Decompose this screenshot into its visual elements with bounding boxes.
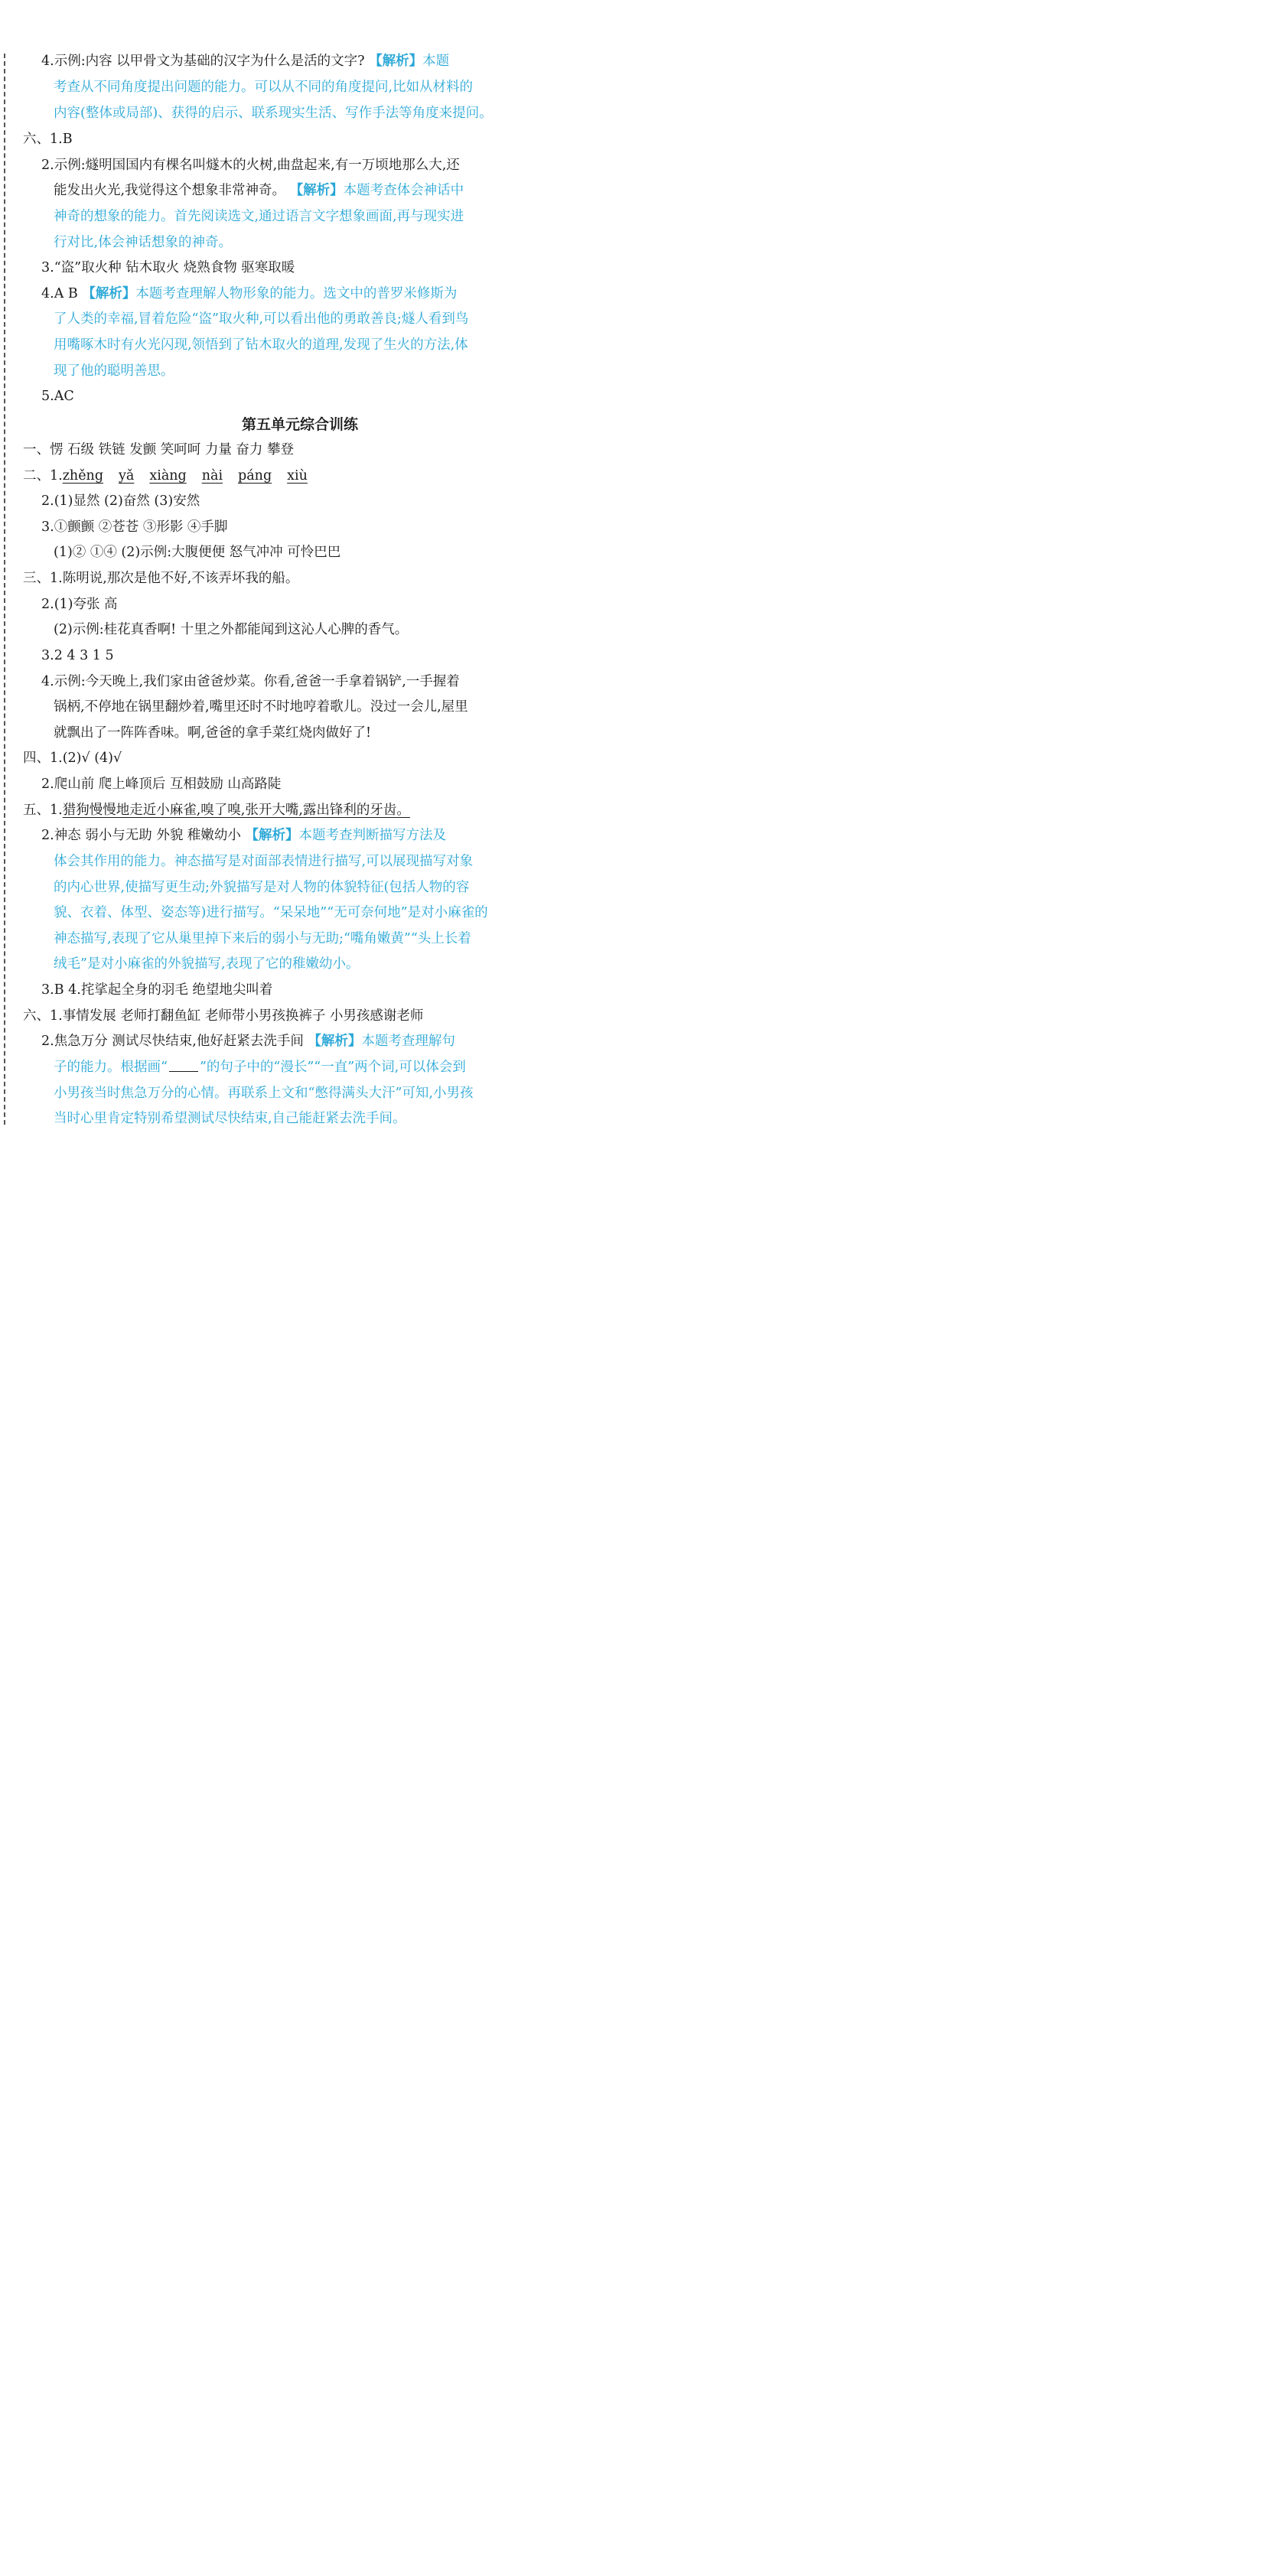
- answer-line: 3.B 4.挓挲起全身的羽毛 绝望地尖叫着: [41, 982, 273, 998]
- answer-line: 4.示例:内容 以甲骨文为基础的汉字为什么是活的文字? 【解析】本题: [41, 54, 450, 69]
- pinyin-answer: xiù: [287, 468, 308, 484]
- answer-line: 就飘出了一阵阵香味。啊,爸爸的拿手菜红烧肉做好了!: [54, 725, 372, 741]
- analysis-line: 绒毛”是对小麻雀的外貌描写,表现了它的稚嫩幼小。: [54, 956, 360, 972]
- section-heading-6: 六、1.B: [23, 132, 73, 147]
- answer-line: 3.2 4 3 1 5: [41, 648, 114, 663]
- analysis-line: 神态描写,表现了它从巢里掉下来后的弱小与无助;“嘴角嫩黄”“头上长着: [54, 931, 471, 946]
- answer-line: 4.示例:今天晚上,我们家由爸爸炒菜。你看,爸爸一手拿着锅铲,一手握着: [41, 674, 460, 689]
- answer-line: 2.示例:燧明国国内有棵名叫燧木的火树,曲盘起来,有一万顷地那么大,还: [41, 158, 460, 173]
- analysis-line: 神奇的想象的能力。首先阅读选文,通过语言文字想象画面,再与现实进: [54, 209, 464, 224]
- analysis-tag: 【解析】: [82, 286, 136, 301]
- analysis-line: 体会其作用的能力。神态描写是对面部表情进行描写,可以展现描写对象: [54, 854, 474, 869]
- blank-underline: [169, 1059, 198, 1072]
- unit-title: 第五单元综合训练: [241, 416, 358, 433]
- answer-line: 2.(1)夸张 高: [41, 597, 118, 612]
- answer-line: 3.“盗”取火种 钻木取火 烧熟食物 驱寒取暖: [41, 260, 295, 275]
- answer-line: 2.(1)显然 (2)奋然 (3)安然: [41, 493, 200, 509]
- pinyin-answer: yǎ: [119, 468, 135, 484]
- answer-line: (2)示例:桂花真香啊! 十里之外都能闻到这沁人心脾的香气。: [54, 622, 409, 637]
- section-heading-6b: 六、1.事情发展 老师打翻鱼缸 老师带小男孩换裤子 小男孩感谢老师: [23, 1008, 424, 1024]
- analysis-line: 现了他的聪明善思。: [54, 363, 174, 379]
- analysis-tag: 【解析】: [289, 183, 344, 198]
- analysis-tag: 【解析】: [245, 828, 299, 843]
- answer-line: (1)② ①④ (2)示例:大腹便便 怒气冲冲 可怜巴巴: [54, 545, 341, 560]
- analysis-line: 用嘴啄木时有火光闪现,领悟到了钻木取火的道理,发现了生火的方法,体: [54, 337, 468, 353]
- section-heading-1: 一、愣 石级 铁链 发颤 笑呵呵 力量 奋力 攀登: [23, 442, 294, 458]
- pinyin-answer: zhěng: [62, 468, 104, 484]
- analysis-line: 小男孩当时焦急万分的心情。再联系上文和“憋得满头大汗”可知,小男孩: [54, 1086, 474, 1101]
- pinyin-answer: xiàng: [149, 468, 187, 484]
- answer-line: 4.A B 【解析】本题考查理解人物形象的能力。选文中的普罗米修斯为: [41, 286, 458, 301]
- analysis-line: 当时心里肯定特别希望测试尽快结束,自己能赶紧去洗手间。: [54, 1111, 406, 1126]
- section-heading-3: 三、1.陈明说,那次是他不好,不该弄坏我的船。: [23, 571, 299, 586]
- answer-line: 3.①颤颤 ②苍苍 ③形影 ④手脚: [41, 519, 228, 535]
- answer-line: 能发出火光,我觉得这个想象非常神奇。 【解析】本题考查体会神话中: [54, 183, 464, 198]
- answer-line: 2.爬山前 爬上峰顶后 互相鼓励 山高路陡: [41, 777, 282, 792]
- analysis-line: 了人类的幸福,冒着危险“盗”取火种,可以看出他的勇敢善良;燧人看到鸟: [54, 311, 469, 327]
- section-heading-4: 四、1.(2)√ (4)√: [23, 751, 122, 766]
- answer-line: 2.神态 弱小与无助 外貌 稚嫩幼小 【解析】本题考查判断描写方法及: [41, 828, 446, 843]
- underlined-answer: 猎狗慢慢地走近小麻雀,嗅了嗅,张开大嘴,露出锋利的牙齿。: [62, 803, 410, 818]
- binding-dashed-line: [4, 54, 5, 1125]
- pinyin-answer: nài: [201, 468, 223, 484]
- analysis-line: 行对比,体会神话想象的神奇。: [54, 235, 233, 250]
- analysis-tag: 【解析】: [308, 1034, 362, 1049]
- pinyin-line: 二、1.zhěng yǎ xiàng nài páng xiù: [23, 468, 308, 484]
- pinyin-answer: páng: [238, 468, 272, 484]
- analysis-line: 内容(整体或局部)、获得的启示、联系现实生活、写作手法等角度来提问。: [54, 106, 493, 121]
- analysis-line: 考查从不同角度提出问题的能力。可以从不同的角度提问,比如从材料的: [54, 80, 474, 95]
- analysis-line: 的内心世界,使描写更生动;外貌描写是对人物的体貌特征(包括人物的容: [54, 880, 470, 895]
- section-heading-5: 五、1.猎狗慢慢地走近小麻雀,嗅了嗅,张开大嘴,露出锋利的牙齿。: [23, 803, 410, 818]
- analysis-line: 子的能力。根据画“ ”的句子中的“漫长”“一直”两个词,可以体会到: [54, 1060, 466, 1075]
- answer-line: 2.焦急万分 测试尽快结束,他好赶紧去洗手间 【解析】本题考查理解句: [41, 1034, 455, 1049]
- analysis-line: 貌、衣着、体型、姿态等)进行描写。“呆呆地”“无可奈何地”是对小麻雀的: [54, 905, 488, 920]
- answer-line: 5.AC: [41, 389, 74, 404]
- analysis-tag: 【解析】: [369, 54, 423, 69]
- answer-line: 锅柄,不停地在锅里翻炒着,嘴里还时不时地哼着歌儿。没过一会儿,屋里: [54, 699, 468, 715]
